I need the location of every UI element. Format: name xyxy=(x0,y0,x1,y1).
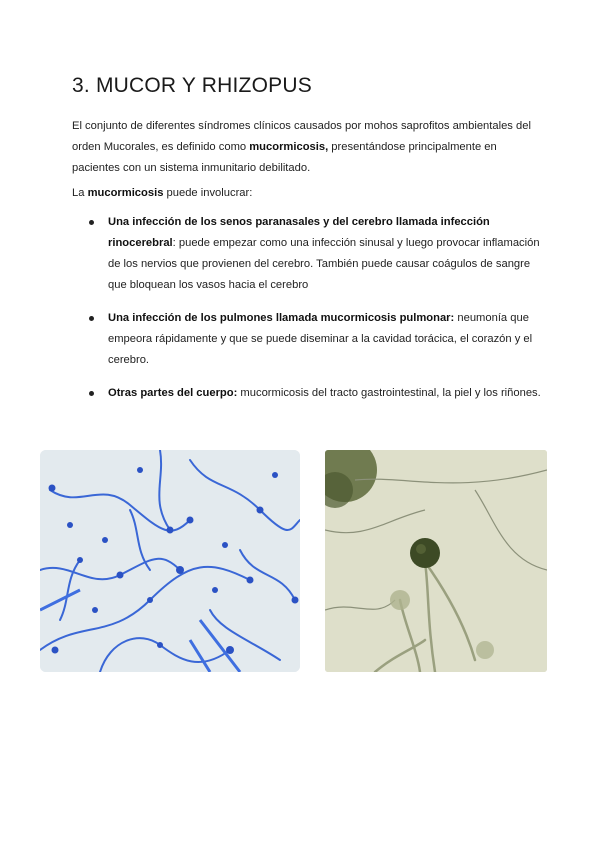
bullet-text: neumonía que empeora rápidamente y que se puede diseminar a la cavidad torácica, el corazón y el cerebro. xyxy=(108,312,533,366)
mucor-micrograph-drawing xyxy=(40,450,300,672)
list-item xyxy=(72,308,542,371)
rhizopus-micrograph-drawing xyxy=(325,450,547,672)
bullet-list xyxy=(72,212,542,416)
bullet-bold-lead: Otras partes del cuerpo: xyxy=(108,387,238,399)
lead-text-start: La xyxy=(72,187,88,199)
intro-text-end: presentándose principalmente en pacientes con un sistema inmunitario debilitado. xyxy=(72,141,497,174)
bullet-text: mucormicosis del tracto gastrointestinal, la piel y los riñones. xyxy=(237,387,541,399)
lead-bold-term: mucormicosis xyxy=(87,187,164,199)
bullet-bold-lead: Una infección de los pulmones llamada mucormicosis pulmonar: xyxy=(108,312,455,324)
list-item xyxy=(72,212,542,296)
section-heading: 3. MUCOR Y RHIZOPUS xyxy=(72,74,312,97)
rhizopus-micrograph-image xyxy=(325,450,547,672)
list-item xyxy=(72,383,542,404)
bullet-icon xyxy=(89,391,94,396)
bullet-text: : puede empezar como una infección sinusal y luego provocar inflamación de los nervios que provienen del cerebro. También puede causar coágulos de sangre que bloquean los vasos hacia el cerebro xyxy=(108,237,540,291)
bullet-icon xyxy=(89,316,94,321)
lead-paragraph xyxy=(72,183,532,204)
intro-paragraph xyxy=(72,116,532,179)
intro-text-start: El conjunto de diferentes síndromes clínicos causados por mohos saprofitos ambientales del orden Mucorales, es definido como xyxy=(72,120,531,153)
intro-bold-term: mucormicosis, xyxy=(249,141,329,153)
bullet-bold-lead: Una infección de los senos paranasales y del cerebro llamada infección rinocerebral xyxy=(108,216,490,249)
bullet-icon xyxy=(89,220,94,225)
lead-text-end: puede involucrar: xyxy=(163,187,253,199)
mucor-micrograph-image xyxy=(40,450,300,672)
